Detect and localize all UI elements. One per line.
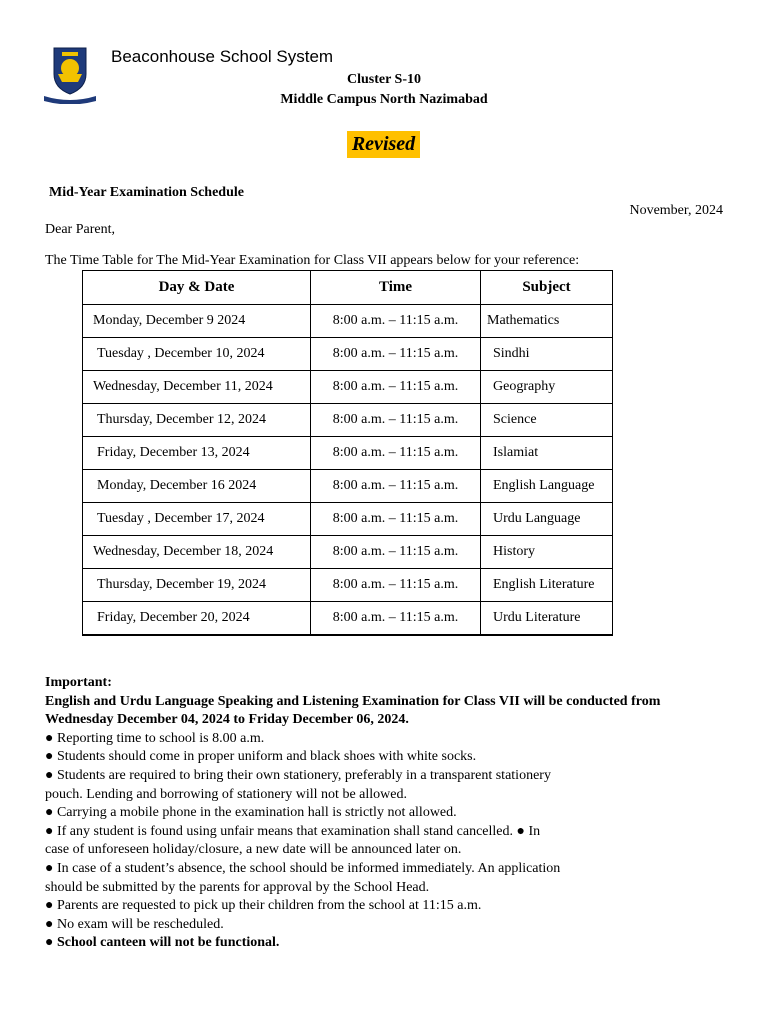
subject-cell: English Language	[481, 470, 613, 503]
table-row	[83, 602, 613, 636]
cluster-label: Cluster S-10	[346, 72, 422, 87]
time-cell: 8:00 a.m. – 11:15 a.m.	[311, 569, 481, 602]
day-date-cell: Wednesday, December 11, 2024	[83, 371, 311, 404]
table-row	[83, 470, 613, 503]
letter-date: November, 2024	[629, 203, 723, 218]
note-line: ● No exam will be rescheduled.	[45, 916, 224, 932]
day-date-cell: Friday, December 13, 2024	[83, 437, 311, 470]
time-cell: 8:00 a.m. – 11:15 a.m.	[311, 404, 481, 437]
subject-cell: Urdu Literature	[481, 602, 613, 636]
time-cell: 8:00 a.m. – 11:15 a.m.	[311, 470, 481, 503]
greeting: Dear Parent,	[45, 222, 115, 237]
day-date-cell: Friday, December 20, 2024	[83, 602, 311, 636]
schedule-title: Mid-Year Examination Schedule	[49, 185, 244, 200]
header-day-date: Day & Date	[83, 271, 311, 305]
note-line: ● Carrying a mobile phone in the examination hall is strictly not allowed.	[45, 805, 457, 821]
header-time: Time	[311, 271, 481, 305]
revised-badge: Revised	[347, 131, 420, 158]
day-date-cell: Tuesday , December 10, 2024	[83, 338, 311, 371]
important-notes	[45, 674, 735, 953]
note-line: pouch. Lending and borrowing of stationery will not be allowed.	[45, 786, 407, 802]
subject-cell: Urdu Language	[481, 503, 613, 536]
day-date-cell: Monday, December 9 2024	[83, 305, 311, 338]
subject-cell: English Literature	[481, 569, 613, 602]
note-line: ● If any student is found using unfair means that examination shall stand cancelled. ● In	[45, 823, 541, 839]
subject-cell: Sindhi	[481, 338, 613, 371]
note-line: ● Students are required to bring their own stationery, preferably in a transparent stationery	[45, 767, 551, 783]
intro-text: The Time Table for The Mid-Year Examination for Class VII appears below for your reference:	[45, 253, 580, 268]
time-cell: 8:00 a.m. – 11:15 a.m.	[311, 437, 481, 470]
table-row	[83, 569, 613, 602]
table-row	[83, 536, 613, 569]
bullet: ●	[45, 935, 57, 951]
campus-label: Middle Campus North Nazimabad	[280, 92, 488, 107]
table-row	[83, 437, 613, 470]
subject-cell: Mathematics	[481, 305, 613, 338]
time-cell: 8:00 a.m. – 11:15 a.m.	[311, 536, 481, 569]
day-date-cell: Monday, December 16 2024	[83, 470, 311, 503]
day-date-cell: Thursday, December 12, 2024	[83, 404, 311, 437]
subject-cell: History	[481, 536, 613, 569]
day-date-cell: Tuesday , December 17, 2024	[83, 503, 311, 536]
note-line: should be submitted by the parents for approval by the School Head.	[45, 879, 430, 895]
school-name: Beaconhouse School System	[111, 47, 334, 66]
note-line: ● Parents are requested to pick up their children from the school at 11:15 a.m.	[45, 898, 482, 914]
note-line: ● In case of a student’s absence, the school should be informed immediately. An application	[45, 860, 561, 876]
day-date-cell: Wednesday, December 18, 2024	[83, 536, 311, 569]
time-cell: 8:00 a.m. – 11:15 a.m.	[311, 602, 481, 636]
subject-cell: Science	[481, 404, 613, 437]
table-row	[83, 338, 613, 371]
important-heading: Important:	[45, 675, 112, 690]
table-header-row	[83, 271, 613, 305]
important-bold-line-1: English and Urdu Language Speaking and Listening Examination for Class VII will be conducted from	[45, 693, 661, 709]
header-subject: Subject	[481, 271, 613, 305]
day-date-cell: Thursday, December 19, 2024	[83, 569, 311, 602]
subject-cell: Geography	[481, 371, 613, 404]
note-line-last	[45, 934, 735, 953]
table-row	[83, 404, 613, 437]
note-line: ● Students should come in proper uniform and black shoes with white socks.	[45, 749, 477, 765]
important-bold-line-2: Wednesday December 04, 2024 to Friday December 06, 2024.	[45, 712, 409, 728]
note-line: case of unforeseen holiday/closure, a new date will be announced later on.	[45, 842, 462, 858]
time-cell: 8:00 a.m. – 11:15 a.m.	[311, 305, 481, 338]
time-cell: 8:00 a.m. – 11:15 a.m.	[311, 338, 481, 371]
table-row	[83, 305, 613, 338]
note-line: ● Reporting time to school is 8.00 a.m.	[45, 730, 265, 746]
canteen-note: School canteen will not be functional.	[56, 935, 280, 951]
time-cell: 8:00 a.m. – 11:15 a.m.	[311, 503, 481, 536]
table-row	[83, 503, 613, 536]
subject-cell: Islamiat	[481, 437, 613, 470]
timetable	[82, 270, 613, 636]
table-row	[83, 371, 613, 404]
time-cell: 8:00 a.m. – 11:15 a.m.	[311, 371, 481, 404]
